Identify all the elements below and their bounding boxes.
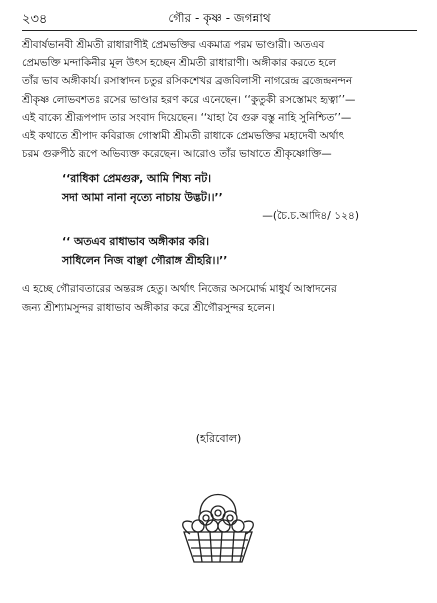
verse-line: সদা আমা নানা নৃত্যে নাচায় উদ্ভট।।’’ — [62, 191, 223, 205]
paragraph-line: তাঁর ভাব অঙ্গীকার্য। রসাস্বাদন চতুর রসিকশেখর ব্রজবিলাসী নাগরেন্দ্র ব্রজেন্দ্রনন্দন — [22, 75, 353, 88]
verse-reference: —(চৈ.চ.আদি৪/ ১২৪) — [262, 210, 359, 223]
verse-line: ‘‘ অতএব রাধাভাব অঙ্গীকার করি। — [62, 235, 210, 249]
running-title: গৌর - কৃষ্ণ - জগন্নাথ — [168, 11, 271, 25]
paragraph-line: প্রেমভক্তি মন্দাকিনীর মূল উৎস হচ্ছেন শ্রীমতী রাধারাণী। অঙ্গীকার করতে হলে — [22, 57, 337, 70]
paragraph-line: শ্রীকৃষ্ণ লোভবশতঃ রসের ভাণ্ডার হরণ করে এনেছেন। ‘‘কুতুকী রসস্তোমং হৃত্বা’’— — [22, 93, 356, 106]
paragraph-line: চরম গুরুপীঠ রূপে অভিব্যক্ত করেছেন। আরোও তাঁর ভাষাতে শ্রীকৃষ্ণোক্তি— — [22, 148, 332, 161]
page-header — [22, 4, 417, 32]
verse-line: ‘‘রাধিকা প্রেমগুরু, আমি শিষ্য নট। — [62, 172, 211, 186]
paragraph-line: এই বাক্যে শ্রীরূপপাদ তার সংবাদ দিয়েছেন। ‘‘যাহা বৈ গুরু বস্তু নাহি সুনিশ্চিত’’— — [22, 111, 352, 124]
paragraph-line: জন্য শ্রীশ্যামসুন্দর রাধাভাব অঙ্গীকার করে শ্রীগৌরসুন্দর হলেন। — [22, 301, 275, 314]
paragraph-line: এই কথাতে শ্রীপাদ কবিরাজ গোস্বামী শ্রীমতী রাধাকে প্রেমভক্তির মহাদেবী অর্থাৎ — [22, 130, 345, 143]
header-rule — [22, 30, 417, 31]
paragraph-line: এ হচ্ছে গৌরাবতারের অন্তরঙ্গ হেতু। অর্থাৎ নিজের অসমোর্দ্ধ মাধুর্য আস্বাদনের — [22, 283, 337, 296]
flower-basket-icon — [170, 478, 266, 574]
closing-text: (হরিবোল) — [195, 432, 242, 445]
page-body — [22, 36, 417, 317]
verse-line: সাধিলেন নিজ বাঞ্ছা গৌরাঙ্গ শ্রীহরি।।’’ — [62, 254, 228, 268]
paragraph-line: শ্রীবার্ষভানবী শ্রীমতী রাধারাণীই প্রেমভক্তির একমাত্র পরম ভাণ্ডারী। অতএব — [22, 39, 325, 51]
page-number: ২৩৪ — [22, 12, 48, 27]
